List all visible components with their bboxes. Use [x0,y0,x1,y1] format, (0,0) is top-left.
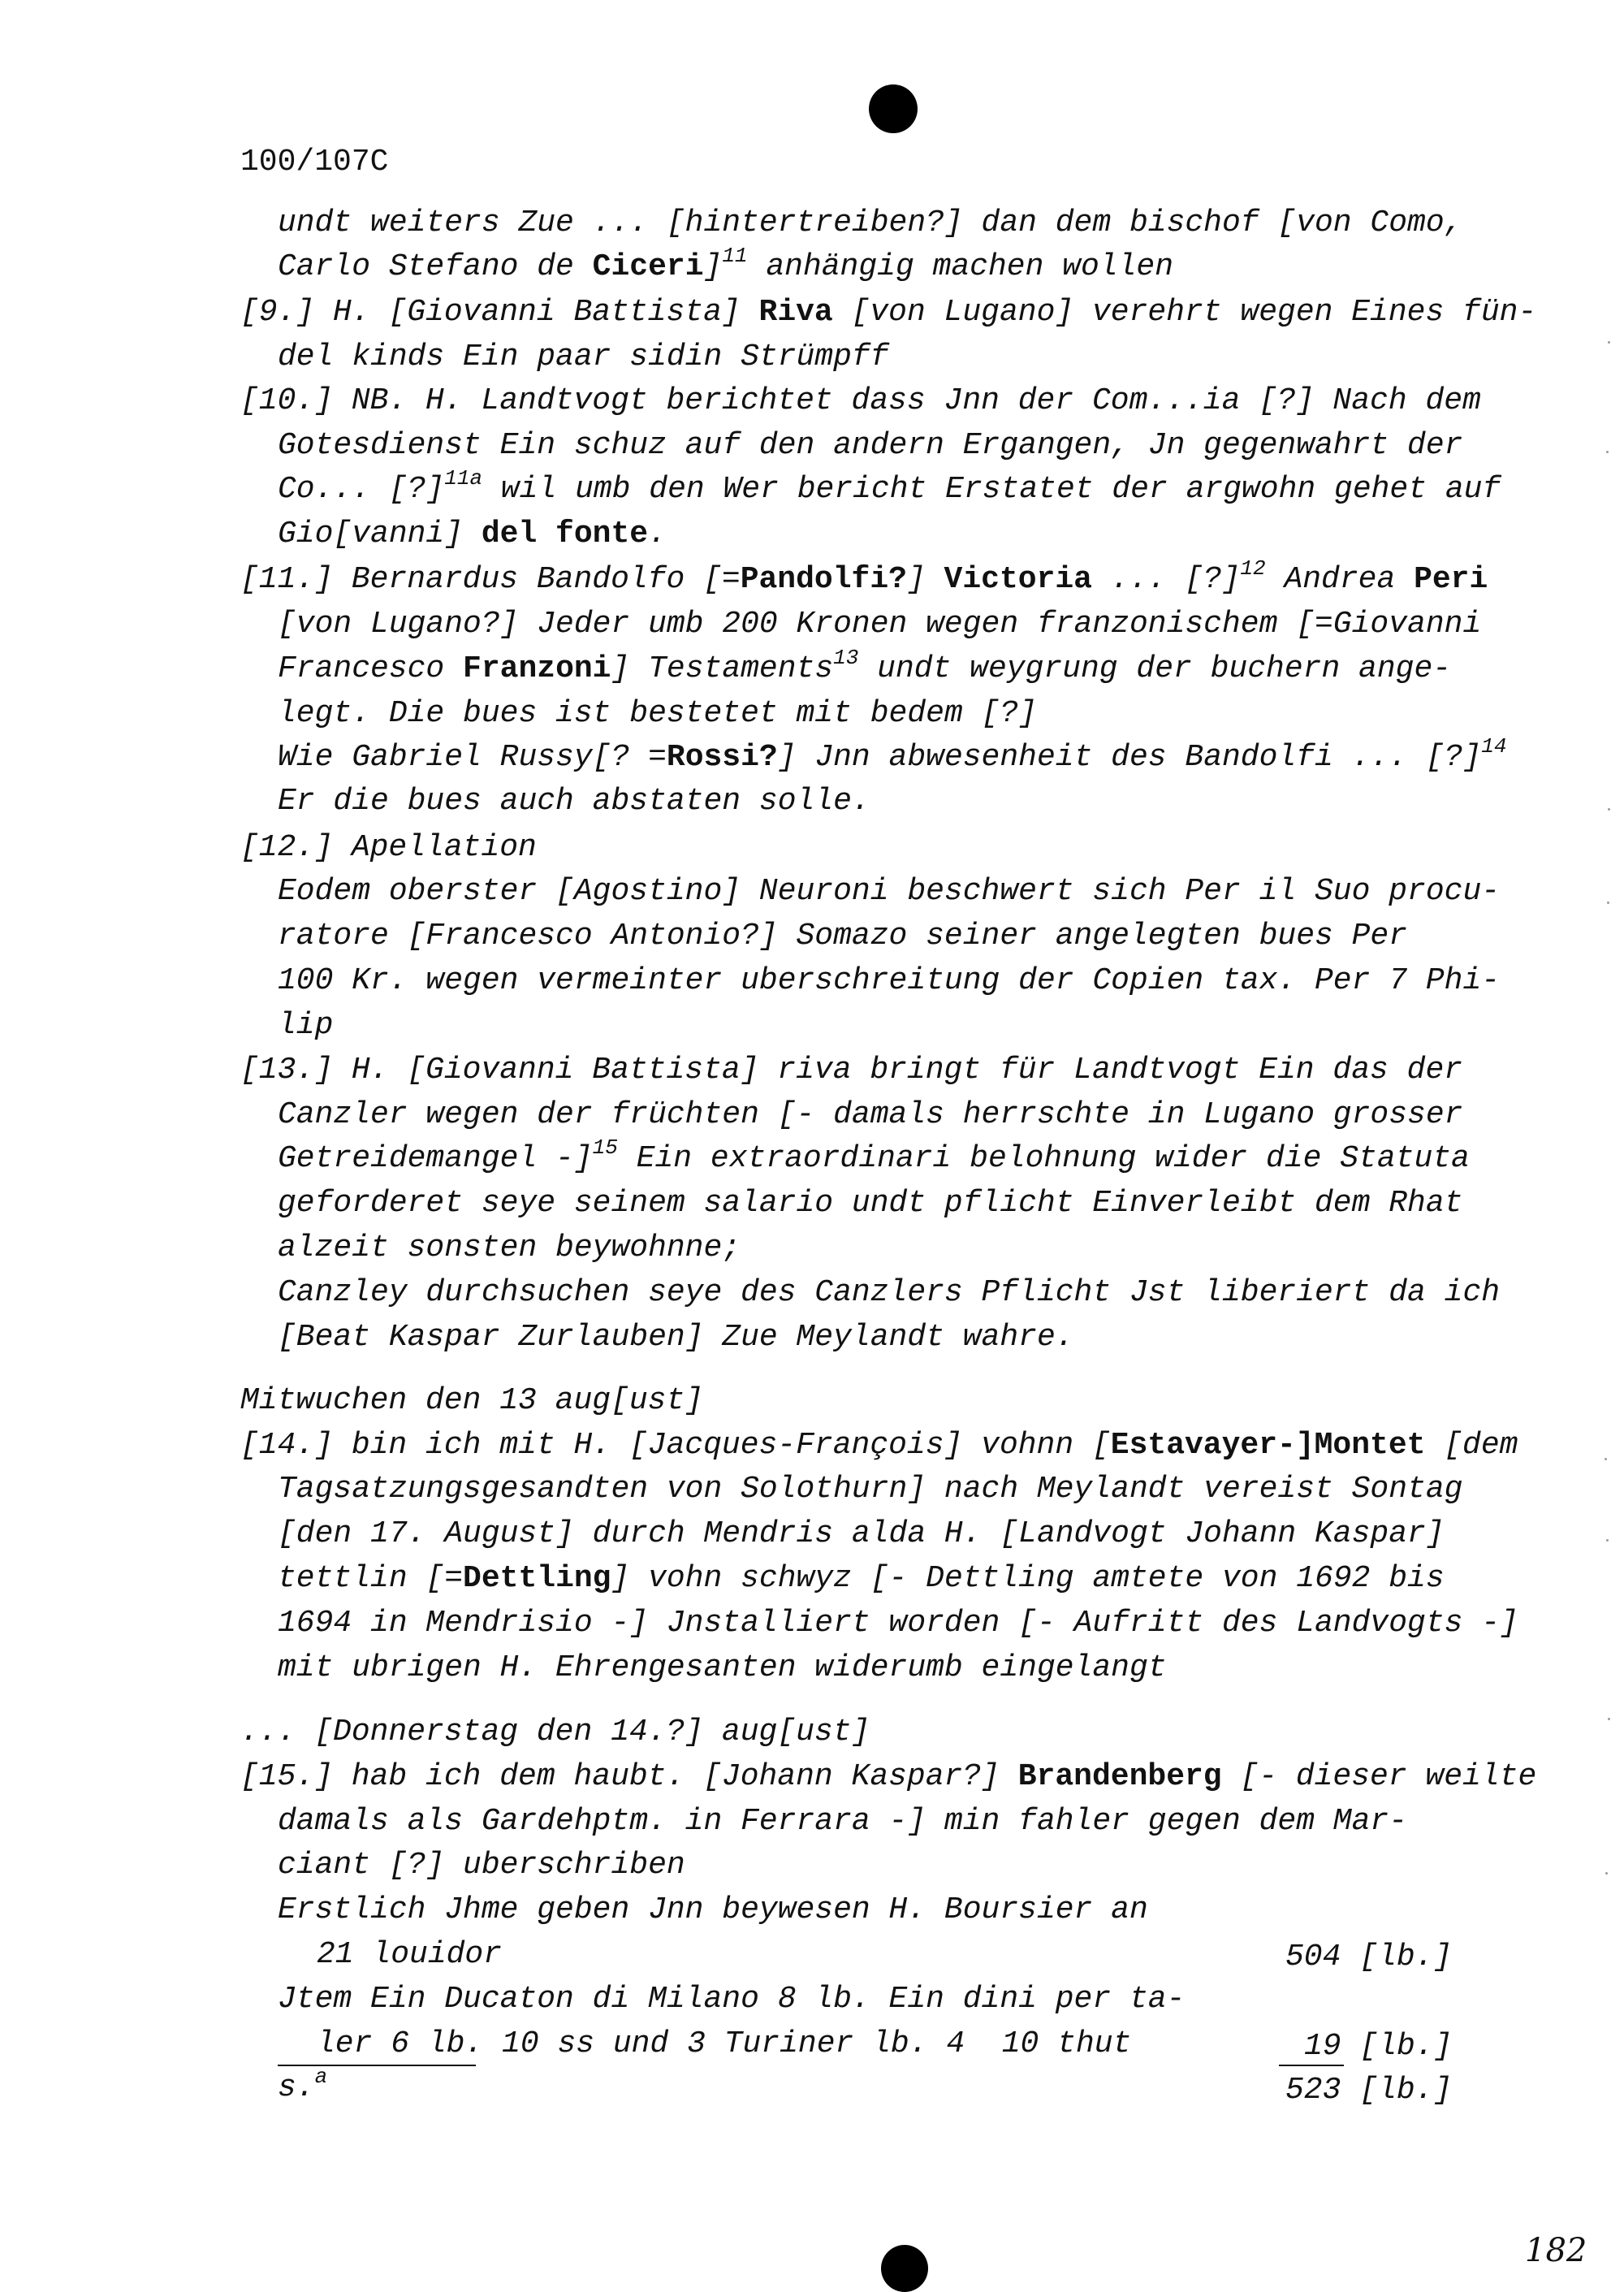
underline [1279,2065,1344,2066]
text-line: alzeit sonsten beywohnne; [278,1230,741,1265]
text-line: damals als Gardehptm. in Ferrara -] min fahler gegen dem Mar- [278,1804,1408,1839]
text-line: Mitwuchen den 13 aug[ust] [240,1383,704,1418]
amount-total: 523 [lb.] [1285,2073,1453,2108]
text-line: 21 louidor [317,1937,503,1972]
text-line: del kinds Ein paar sidin Strümpff [278,339,889,374]
text-line: Getreidemangel -]$^{15}$ Ein extraordinari belohnung wider die Statuta [278,1135,1470,1176]
text-line: ratore [Francesco Antonio?] Somazo seiner angelegten bues Per [278,919,1408,954]
text-line: lip [278,1008,334,1043]
text-line: s.$^a$ [278,2065,328,2105]
text-line: [11.] Bernardus Bandolfo [=Pandolfi?] Victoria ... [?]$^{12}$ Andrea Peri [240,556,1488,597]
text-line: [10.] NB. H. Landtvogt berichtet dass Jnn der Com...ia [?] Nach dem [240,383,1481,418]
text-line: Eodem oberster [Agostino] Neuroni beschwert sich Per il Suo procu- [278,874,1501,909]
text-line: tettlin [=Dettling] vohn schwyz [- Dettling amtete von 1692 bis [278,1561,1445,1596]
margin-speck [1607,902,1609,904]
margin-speck [1606,1539,1609,1542]
text-line: ler 6 lb. 10 ss und 3 Turiner lb. 4 10 thut [317,2026,1132,2061]
text-line: [9.] H. [Giovanni Battista] Riva [von Lugano] verehrt wegen Eines fün- [240,295,1537,330]
text-line: mit ubrigen H. Ehrengesanten widerumb eingelangt [278,1650,1167,1685]
margin-speck [1608,1718,1610,1720]
text-line: Canzley durchsuchen seye des Canzlers Pflicht Jst liberiert da ich [278,1275,1501,1310]
text-line: [den 17. August] durch Mendris alda H. [Landvogt Johann Kaspar] [278,1516,1445,1551]
amount: 19 [lb.] [1304,2029,1453,2064]
text-line: undt weiters Zue ... [hintertreiben?] dan dem bischof [von Como, [278,205,1463,240]
punch-hole-bottom [881,2245,928,2292]
text-line: Gio[vanni] del fonte. [278,517,667,551]
text-line: Francesco Franzoni] Testaments$^{13}$ undt weygrung der buchern ange- [278,646,1452,686]
text-line: Jtem Ein Ducaton di Milano 8 lb. Ein dini per ta- [278,1982,1186,2017]
text-line: [14.] bin ich mit H. [Jacques-François] vohnn [Estavayer-]Montet [dem [240,1428,1518,1463]
text-line: [12.] Apellation [240,830,537,865]
underline [278,2065,476,2066]
page-reference: 100/107C [240,145,389,179]
text-line: Gotesdienst Ein schuz auf den andern Ergangen, Jn gegenwahrt der [278,428,1463,463]
amount: 504 [lb.] [1285,1940,1453,1974]
margin-speck [1606,451,1609,453]
text-line: Tagsatzungsgesandten von Solothurn] nach Meylandt vereist Sontag [278,1472,1463,1507]
text-line: Er die bues auch abstaten solle. [278,784,870,819]
margin-speck [1605,1872,1608,1875]
text-line: 1694 in Mendrisio -] Jnstalliert worden [- Aufritt des Landvogts -] [278,1606,1518,1641]
text-line: [Beat Kaspar Zurlauben] Zue Meylandt wahre. [278,1320,1074,1355]
text-line: 100 Kr. wegen vermeinter uberschreitung der Copien tax. Per 7 Phi- [278,963,1501,998]
text-line: Carlo Stefano de Ciceri]$^{11}$ anhängig machen wollen [278,244,1174,284]
text-line: legt. Die bues ist bestetet mit bedem [?] [278,696,1037,731]
text-line: ciant [?] uberschriben [278,1848,685,1883]
margin-speck [1608,808,1610,811]
text-line: Co... [?]$^{11a}$ wil umb den Wer bericht Erstatet der argwohn gehet auf [278,466,1501,507]
margin-speck [1605,1458,1607,1460]
punch-hole-top [869,84,918,133]
text-line: [von Lugano?] Jeder umb 200 Kronen wegen franzonischem [=Giovanni [278,607,1482,642]
text-line: [13.] H. [Giovanni Battista] riva bringt für Landtvogt Ein das der [240,1053,1463,1088]
text-line: [15.] hab ich dem haubt. [Johann Kaspar?] Brandenberg [- dieser weilte [240,1759,1537,1794]
folio-number: 182 [1525,2232,1587,2269]
margin-speck [1608,341,1610,344]
text-line: ... [Donnerstag den 14.?] aug[ust] [240,1715,870,1749]
text-line: Wie Gabriel Russy[? =Rossi?] Jnn abwesenheit des Bandolfi ... [?]$^{14}$ [278,734,1507,775]
text-line: Canzler wegen der früchten [- damals herrschte in Lugano grosser [278,1097,1463,1132]
text-line: Erstlich Jhme geben Jnn beywesen H. Boursier an [278,1892,1148,1927]
text-line: geforderet seye seinem salario undt pflicht Einverleibt dem Rhat [278,1186,1463,1221]
